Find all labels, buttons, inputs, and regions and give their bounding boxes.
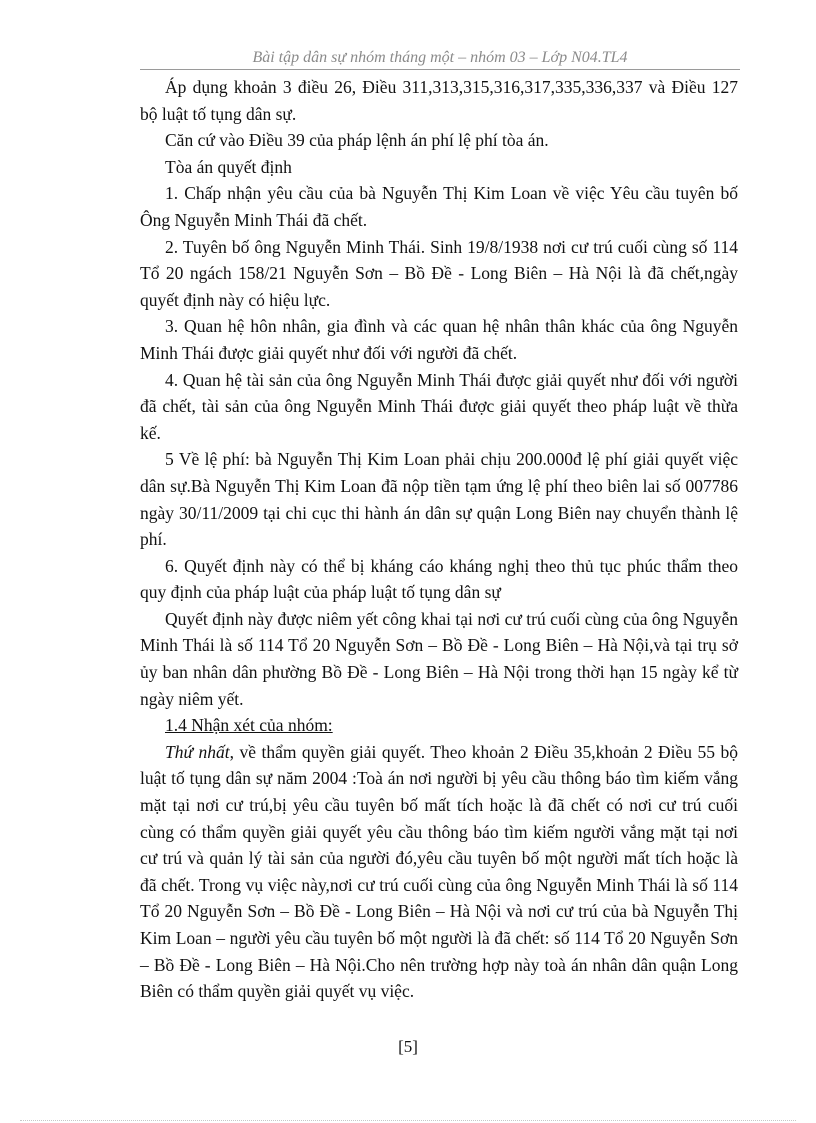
paragraph-item-3: 3. Quan hệ hôn nhân, gia đình và các quan hệ nhân thân khác của ông Nguyễn Minh Thái được giải quyết như đối với người đã chết.	[140, 316, 738, 363]
paragraph-court-decision: Tòa án quyết định	[165, 156, 292, 177]
page-number: [5]	[398, 1037, 418, 1056]
analysis-text: , về thẩm quyền giải quyết. Theo khoản 2 Điều 35,khoản 2 Điều 55 bộ luật tố tụng dân sự năm 2004 :Toà án nơi người bị yêu cầu thông báo tìm kiếm vắng mặt tại nơi cư trú,bị yêu cầu tuyên bố mất tích hoặc là đã chết có nơi cư trú cuối cùng có thẩm quyền giải quyết yêu cầu thông báo tìm kiếm người vắng mặt tại nơi cư trú và quản lý tài sản của người đó,yêu cầu tuyên bố một người mất tích hoặc là đã chết. Trong vụ việc này,nơi cư trú cuối cùng của ông Nguyễn Minh Thái là số 114 Tổ 20 Nguyễn Sơn – Bồ Đề - Long Biên – Hà Nội và nơi cư trú của bà Nguyễn Thị Kim Loan – người yêu cầu tuyên bố một người là đã chết: số 114 Tổ 20 Nguyễn Sơn – Bồ Đề - Long Biên – Hà Nội.Cho nên trường hợp này toà án nhân dân quận Long Biên có thẩm quyền giải quyết vụ việc.	[140, 741, 739, 1002]
paragraph-item-5: 5 Về lệ phí: bà Nguyễn Thị Kim Loan phải chịu 200.000đ lệ phí giải quyết việc dân sự.Bà Nguyễn Thị Kim Loan đã nộp tiền tạm ứng lệ phí theo biên lai số 007786 ngày 30/11/2009 tại chi cục thi hành án dân sự quận Long Biên nay chuyển thành lệ phí.	[140, 449, 738, 550]
section-heading-paragraph	[140, 712, 738, 739]
analysis-lead: Thứ nhất	[165, 741, 230, 762]
paragraph-item-6: 6. Quyết định này có thể bị kháng cáo kháng nghị theo thủ tục phúc thẩm theo quy định của pháp luật của pháp luật tố tụng dân sự	[140, 555, 738, 603]
header-rule	[140, 69, 740, 70]
paragraph-legal-basis: Áp dụng khoản 3 điều 26, Điều 311,313,315,316,317,335,336,337 và Điều 127 bộ luật tố tụng dân sự.	[140, 77, 738, 124]
document-body	[140, 74, 738, 1005]
paragraph-analysis	[140, 739, 738, 1005]
paragraph-fee-basis: Căn cứ vào Điều 39 của pháp lệnh án phí lệ phí tòa án.	[165, 130, 549, 151]
paragraph-posting: Quyết định này được niêm yết công khai tại nơi cư trú cuối cùng của ông Nguyễn Minh Thái là số 114 Tổ 20 Nguyễn Sơn – Bồ Đề - Long Biên – Hà Nội,và tại trụ sở ủy ban nhân dân phường Bồ Đề - Long Biên – Hà Nội trong thời hạn 15 ngày kể từ ngày niêm yết.	[140, 608, 738, 709]
paragraph-item-4: 4. Quan hệ tài sản của ông Nguyễn Minh Thái được giải quyết như đối với người đã chết, tài sản của ông Nguyễn Minh Thái được giải quyết theo pháp luật về thừa kế.	[140, 369, 738, 443]
paragraph-item-2: 2. Tuyên bố ông Nguyễn Minh Thái. Sinh 19/8/1938 nơi cư trú cuối cùng số 114 Tổ 20 ngách 158/21 Nguyễn Sơn – Bồ Đề - Long Biên – Hà Nội là đã chết,ngày quyết định này có hiệu lực.	[140, 236, 738, 310]
page-bottom-rule	[20, 1120, 796, 1121]
running-header: Bài tập dân sự nhóm tháng một – nhóm 03 – Lớp N04.TL4	[252, 49, 628, 66]
paragraph-item-1: 1. Chấp nhận yêu cầu của bà Nguyễn Thị Kim Loan về việc Yêu cầu tuyên bố Ông Nguyễn Minh Thái đã chết.	[140, 183, 738, 230]
section-heading: 1.4 Nhận xét của nhóm:	[165, 715, 333, 736]
